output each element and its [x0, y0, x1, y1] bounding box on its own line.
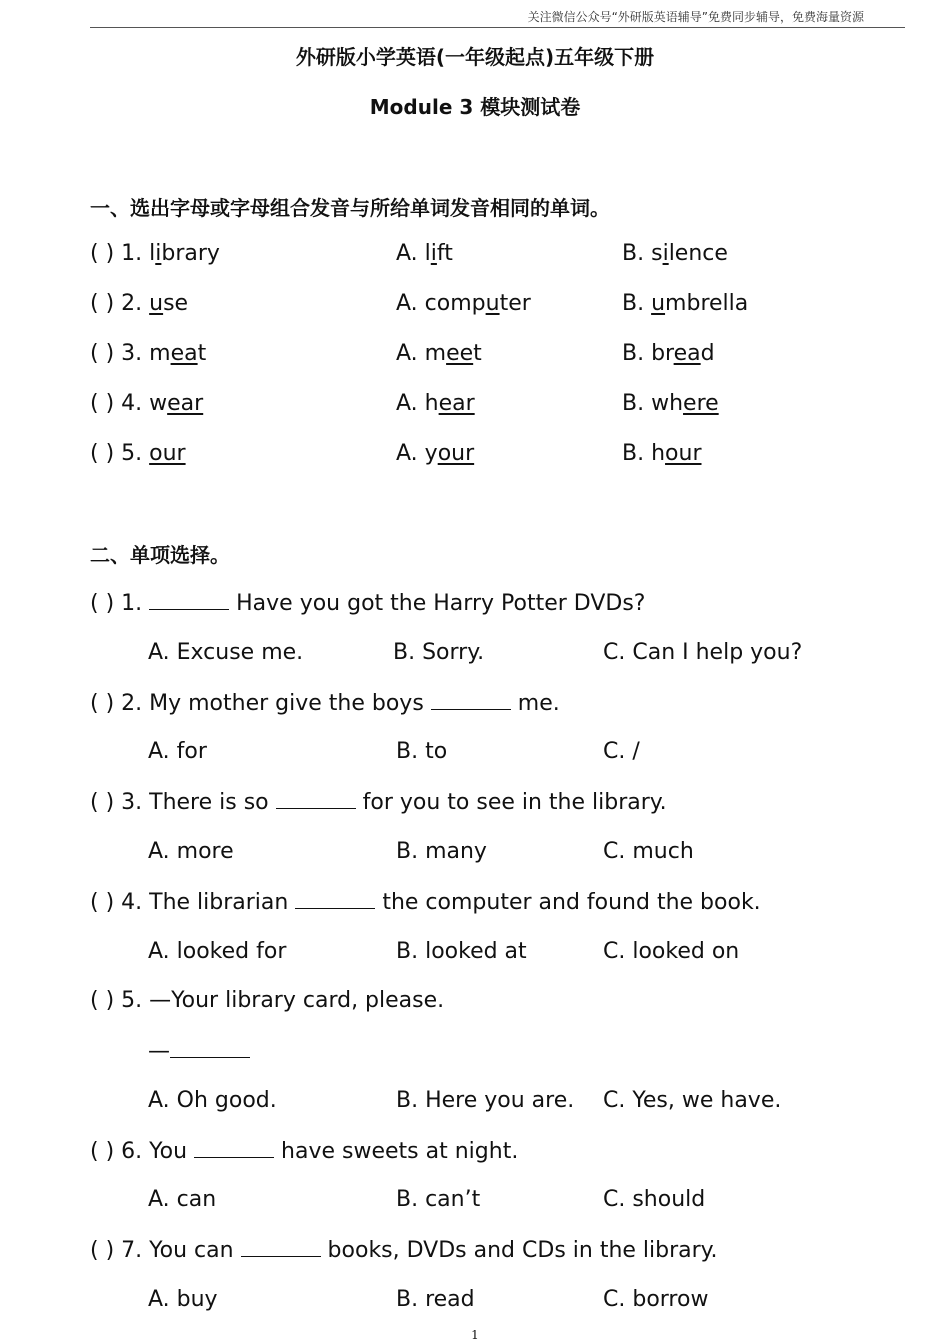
phonics-option-a-4	[396, 390, 475, 418]
underlined-letters: ea	[170, 341, 198, 366]
option-label: A.	[396, 241, 425, 266]
mc-option-b-3: B. many	[396, 839, 487, 864]
mc-option-c-5: C. Yes, we have.	[603, 1088, 782, 1113]
mc-option-c-2: C. /	[603, 739, 640, 764]
answer-blank	[170, 1037, 250, 1058]
answer-blank	[431, 689, 511, 710]
underlined-letters: i	[155, 241, 162, 266]
option-label: B.	[622, 241, 652, 266]
option-label: A.	[396, 391, 425, 416]
mc-question-3	[90, 788, 667, 817]
mc-option-a-4: A. looked for	[148, 939, 287, 964]
mc-option-b-5: B. Here you are.	[396, 1088, 575, 1113]
word-part: t	[197, 341, 207, 366]
question-text: the computer and found the book.	[375, 890, 761, 915]
page-subtitle: Module 3 模块测试卷	[369, 95, 581, 119]
question-text: ( ) 3. There is so	[90, 790, 276, 815]
word-part: se	[163, 291, 189, 316]
question-text: for you to see in the library.	[355, 790, 667, 815]
underlined-letters: our	[437, 441, 475, 466]
word-part: m	[149, 341, 171, 366]
mc-option-b-1: B. Sorry.	[393, 640, 485, 665]
header-note: 关注微信公众号“外研版英语辅导”免费同步辅导，免费海量资源	[527, 10, 864, 24]
underlined-letters: ea	[673, 341, 701, 366]
mc-option-a-6: A. can	[148, 1187, 217, 1212]
underlined-letters: ere	[683, 391, 719, 416]
underlined-letters: ee	[446, 341, 474, 366]
word-part: t	[473, 341, 482, 366]
phonics-option-a-2	[396, 290, 531, 318]
underlined-letters: u	[485, 291, 500, 316]
phonics-question-4	[90, 390, 203, 418]
phonics-option-b-5	[622, 440, 702, 468]
underlined-letters: ear	[167, 391, 204, 416]
reply-dash: —	[148, 1039, 170, 1064]
word-part: h	[651, 441, 666, 466]
question-text: books, DVDs and CDs in the library.	[320, 1238, 718, 1263]
answer-blank	[149, 589, 229, 610]
phonics-option-a-1	[396, 240, 453, 268]
section2-heading: 二、单项选择。	[90, 543, 230, 567]
header-divider	[90, 27, 905, 28]
word-part: comp	[424, 291, 486, 316]
underlined-letters: i	[662, 241, 669, 266]
word-part: br	[651, 341, 674, 366]
mc-question-6	[90, 1137, 518, 1166]
mc-option-a-5: A. Oh good.	[148, 1088, 277, 1113]
question-text: ( ) 4. The librarian	[90, 890, 296, 915]
phonics-option-a-5	[396, 440, 474, 468]
mc-option-b-4: B. looked at	[396, 939, 527, 964]
mc-option-b-6: B. can’t	[396, 1187, 481, 1212]
question-text: ( ) 2. My mother give the boys	[90, 691, 431, 716]
question-text: me.	[510, 691, 560, 716]
option-label: A.	[396, 341, 425, 366]
underlined-letters: our	[665, 441, 702, 466]
question-text: Have you got the Harry Potter DVDs?	[229, 591, 646, 616]
underlined-letters: our	[149, 441, 186, 466]
underlined-letters: ear	[438, 391, 475, 416]
mc-question-5: ( ) 5. —Your library card, please.	[90, 988, 445, 1013]
phonics-option-b-1	[622, 240, 728, 268]
mc-question-7	[90, 1236, 718, 1265]
phonics-option-a-3	[396, 340, 482, 368]
underlined-letters: i	[430, 241, 437, 266]
section1-heading: 一、选出字母或字母组合发音与所给单词发音相同的单词。	[90, 196, 610, 220]
option-label: B.	[622, 391, 652, 416]
question-text: ( ) 7. You can	[90, 1238, 241, 1263]
mc-question-4	[90, 888, 761, 917]
phonics-question-1	[90, 240, 220, 268]
phonics-option-b-2	[622, 290, 748, 318]
mc-option-a-3: A. more	[148, 839, 234, 864]
word-part: mbrella	[665, 291, 749, 316]
mc-question-2	[90, 689, 560, 718]
phonics-question-5	[90, 440, 186, 468]
mc-option-a-1: A. Excuse me.	[148, 640, 304, 665]
word-part: m	[424, 341, 447, 366]
word-part: w	[149, 391, 168, 416]
underlined-letters: u	[149, 291, 164, 316]
word-part: wh	[651, 391, 684, 416]
page-title: 外研版小学英语(一年级起点)五年级下册	[295, 45, 655, 69]
phonics-option-b-4	[622, 390, 719, 418]
option-label: B.	[622, 441, 652, 466]
question-number: ( ) 1.	[90, 241, 150, 266]
option-label: A.	[396, 441, 425, 466]
option-label: B.	[622, 291, 652, 316]
mc-option-c-1: C. Can I help you?	[603, 640, 803, 665]
option-label: B.	[622, 341, 652, 366]
answer-blank	[295, 888, 375, 909]
mc-option-b-2: B. to	[396, 739, 448, 764]
word-part: ft	[436, 241, 453, 266]
answer-blank	[241, 1236, 321, 1257]
option-label: A.	[396, 291, 425, 316]
word-part: y	[424, 441, 438, 466]
mc-option-c-4: C. looked on	[603, 939, 740, 964]
word-part: d	[700, 341, 715, 366]
answer-blank	[194, 1137, 274, 1158]
word-part: h	[424, 391, 439, 416]
word-part: brary	[161, 241, 220, 266]
mc-option-c-6: C. should	[603, 1187, 706, 1212]
word-part: ter	[499, 291, 531, 316]
question-number: ( ) 2.	[90, 291, 150, 316]
question-text: have sweets at night.	[274, 1139, 519, 1164]
mc-option-a-2: A. for	[148, 739, 207, 764]
mc-question-5-reply	[148, 1037, 250, 1066]
answer-blank	[276, 788, 356, 809]
mc-question-1	[90, 589, 645, 618]
mc-option-b-7: B. read	[396, 1287, 475, 1312]
page-number: 1	[471, 1328, 479, 1342]
phonics-question-3	[90, 340, 206, 368]
question-number: ( ) 4.	[90, 391, 150, 416]
word-part: l	[149, 241, 156, 266]
word-part: l	[424, 241, 431, 266]
question-number: ( ) 3.	[90, 341, 150, 366]
word-part: lence	[668, 241, 728, 266]
mc-option-c-7: C. borrow	[603, 1287, 709, 1312]
mc-option-c-3: C. much	[603, 839, 694, 864]
phonics-option-b-3	[622, 340, 715, 368]
phonics-question-2	[90, 290, 188, 318]
question-text: ( ) 6. You	[90, 1139, 195, 1164]
underlined-letters: u	[651, 291, 666, 316]
word-part: s	[651, 241, 663, 266]
question-number: ( ) 5.	[90, 441, 150, 466]
question-text: ( ) 1.	[90, 591, 150, 616]
mc-option-a-7: A. buy	[148, 1287, 218, 1312]
